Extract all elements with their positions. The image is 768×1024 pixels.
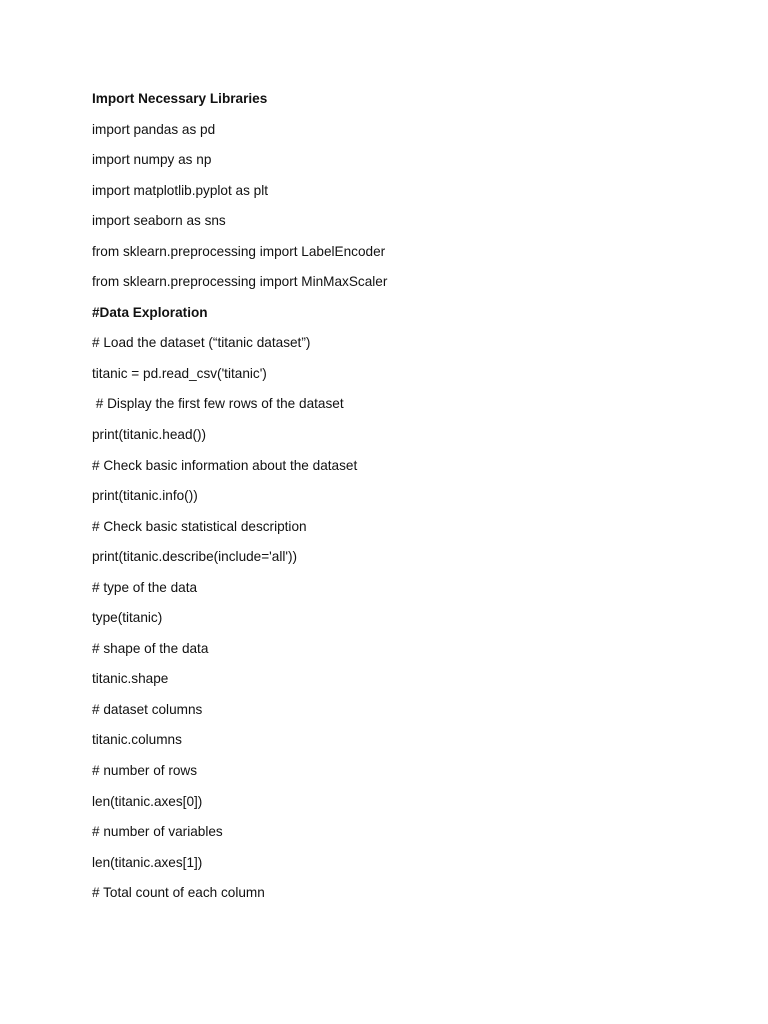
code-line: len(titanic.axes[1]) (92, 854, 203, 870)
code-line: print(titanic.info()) (92, 488, 198, 504)
code-line: import numpy as np (92, 152, 212, 168)
code-line: titanic.columns (92, 732, 182, 748)
code-line: titanic = pd.read_csv('titanic') (92, 365, 267, 381)
code-line: # Check basic information about the dataset (92, 457, 358, 473)
code-line: # Load the dataset (“titanic dataset”) (92, 335, 311, 351)
code-line: from sklearn.preprocessing import LabelEncoder (92, 243, 386, 259)
code-line: # shape of the data (92, 640, 209, 656)
code-line: from sklearn.preprocessing import MinMaxScaler (92, 274, 388, 290)
code-line: import seaborn as sns (92, 213, 226, 229)
code-line: # Display the first few rows of the dataset (92, 396, 344, 412)
code-line: # Total count of each column (92, 885, 265, 901)
code-line: len(titanic.axes[0]) (92, 793, 203, 809)
code-line: # number of rows (92, 763, 198, 779)
section-heading: #Data Exploration (92, 304, 208, 320)
code-line: print(titanic.head()) (92, 427, 207, 443)
code-line: import pandas as pd (92, 121, 216, 137)
section-heading: Import Necessary Libraries (92, 91, 268, 106)
code-line: # number of variables (92, 824, 223, 840)
code-line: type(titanic) (92, 610, 163, 626)
code-line: # type of the data (92, 579, 198, 595)
code-line: titanic.shape (92, 671, 169, 687)
code-line: # dataset columns (92, 701, 203, 717)
code-line: # Check basic statistical description (92, 518, 307, 534)
document-body (92, 89, 712, 914)
code-line: print(titanic.describe(include='all')) (92, 549, 298, 565)
code-line: import matplotlib.pyplot as plt (92, 182, 269, 198)
